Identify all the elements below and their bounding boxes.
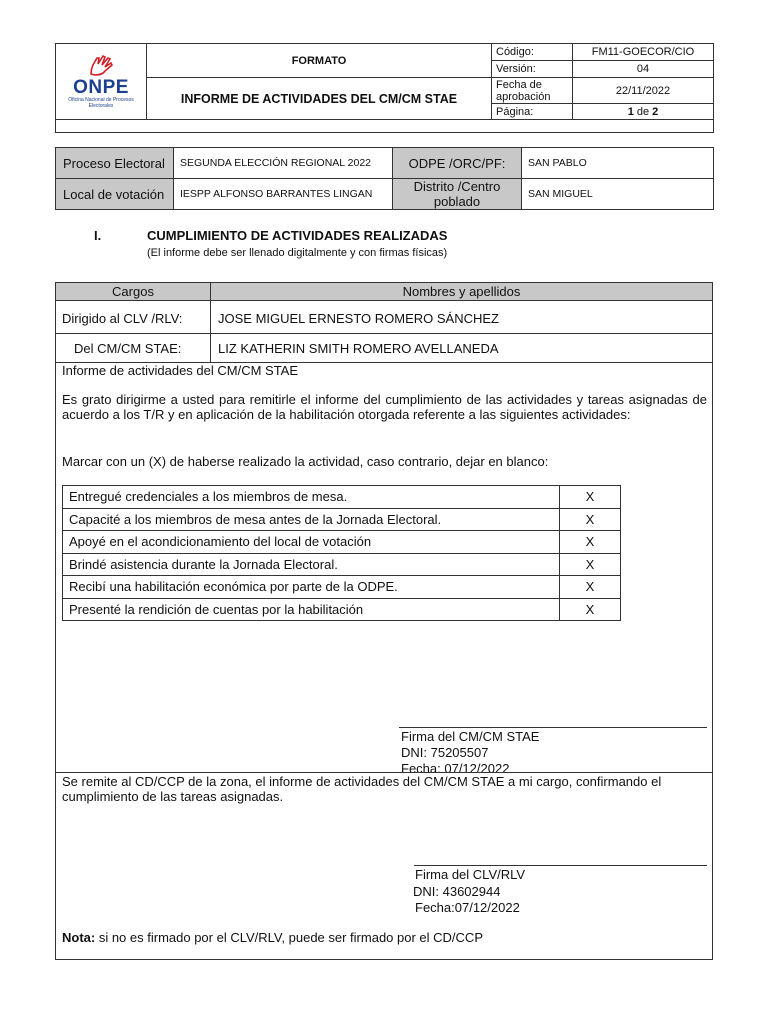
- format-label: FORMATO: [147, 44, 492, 78]
- version-label: Versión:: [492, 61, 573, 78]
- pagina-current: 1: [627, 105, 634, 118]
- process-info-table: [55, 147, 714, 210]
- document-header: [55, 43, 714, 133]
- signature-cm-label: Firma del CM/CM STAE: [401, 729, 540, 744]
- cargos-divider: [210, 283, 211, 362]
- row-divider: [56, 772, 712, 773]
- codigo-value: FM11-GOECOR/CIO: [573, 44, 714, 61]
- logo-cell: [56, 44, 147, 120]
- row-divider: [56, 300, 712, 301]
- activity-text: Recibí una habilitación económica por parte de la ODPE.: [63, 576, 560, 599]
- row-divider: [56, 333, 712, 334]
- fecha-label: Fecha de aprobación: [492, 78, 573, 104]
- activity-row: [63, 508, 621, 531]
- activity-row: [63, 486, 621, 509]
- fecha-value: 22/11/2022: [573, 78, 714, 104]
- activity-checkmark[interactable]: X: [560, 508, 621, 531]
- report-paragraph: Es grato dirigirme a usted para remitirle el informe del cumplimiento de las actividades y tareas asignadas de acuerdo a los T/R y en aplicación de la habilitación otorgada referente a las siguientes actividades:: [62, 392, 707, 422]
- note-label: Nota:: [62, 930, 96, 945]
- col-nombres-header: Nombres y apellidos: [402, 284, 521, 299]
- activity-text: Entregué credenciales a los miembros de mesa.: [63, 486, 560, 509]
- odpe-label: ODPE /ORC/PF:: [393, 148, 522, 179]
- activity-row: [63, 576, 621, 599]
- dirigido-label: Dirigido al CLV /RLV:: [62, 311, 183, 326]
- activities-table: [62, 485, 621, 621]
- proceso-value: SEGUNDA ELECCIÓN REGIONAL 2022: [174, 148, 393, 179]
- signature-cm-block: [401, 729, 539, 777]
- version-value: 04: [573, 61, 714, 78]
- activity-text: Presenté la rendición de cuentas por la habilitación: [63, 598, 560, 621]
- signature-cm-dni: DNI: 75205507: [401, 745, 489, 760]
- activity-checkmark[interactable]: X: [560, 598, 621, 621]
- signature-line-cm: [399, 727, 707, 728]
- signature-line-clv: [414, 865, 707, 866]
- pagina-total: 2: [652, 105, 659, 118]
- document-title: INFORME DE ACTIVIDADES DEL CM/CM STAE: [147, 78, 492, 120]
- activity-text: Brindé asistencia durante la Jornada Electoral.: [63, 553, 560, 576]
- onpe-logo: [56, 54, 146, 109]
- section-number: I.: [94, 228, 102, 243]
- del-name: LIZ KATHERIN SMITH ROMERO AVELLANEDA: [218, 341, 499, 356]
- logo-subtitle: Oficina Nacional de Procesos Electorales: [68, 97, 134, 109]
- odpe-value: SAN PABLO: [522, 148, 714, 179]
- signature-clv-dni: DNI: 43602944: [413, 883, 501, 899]
- logo-wordmark: ONPE: [73, 77, 129, 98]
- activity-checkmark[interactable]: X: [560, 553, 621, 576]
- activity-text: Capacité a los miembros de mesa antes de la Jornada Electoral.: [63, 508, 560, 531]
- activity-row: [63, 598, 621, 621]
- report-subject: Informe de actividades del CM/CM STAE: [62, 363, 299, 378]
- signature-clv-label: Firma del CLV/RLV: [415, 867, 526, 882]
- activity-checkmark[interactable]: X: [560, 531, 621, 554]
- local-value: IESPP ALFONSO BARRANTES LINGAN: [174, 179, 393, 210]
- distrito-label: Distrito /Centro poblado: [393, 179, 522, 210]
- report-box: [55, 282, 713, 960]
- ballot-hand-icon: [81, 54, 121, 76]
- signature-clv-block: [413, 867, 525, 917]
- signature-cm-date: Fecha: 07/12/2022: [401, 761, 510, 776]
- activity-row: [63, 531, 621, 554]
- section-title: CUMPLIMIENTO DE ACTIVIDADES REALIZADAS: [147, 228, 448, 243]
- pagina-value: [573, 104, 714, 120]
- dirigido-name: JOSE MIGUEL ERNESTO ROMERO SÁNCHEZ: [218, 311, 499, 326]
- header-spacer-row: [56, 120, 714, 133]
- del-label: Del CM/CM STAE:: [74, 341, 182, 356]
- col-cargos-header: Cargos: [112, 284, 154, 299]
- proceso-label: Proceso Electoral: [56, 148, 174, 179]
- note-line: [62, 930, 483, 945]
- pagina-sep: de: [633, 105, 653, 118]
- activity-text: Apoyé en el acondicionamiento del local de votación: [63, 531, 560, 554]
- pagina-label: Página:: [492, 104, 573, 120]
- local-label: Local de votación: [56, 179, 174, 210]
- section-note: (El informe debe ser llenado digitalmente y con firmas físicas): [147, 247, 448, 259]
- note-text: si no es firmado por el CLV/RLV, puede ser firmado por el CD/CCP: [95, 930, 483, 945]
- report-instruction: Marcar con un (X) de haberse realizado la actividad, caso contrario, dejar en blanco:: [62, 454, 549, 469]
- codigo-label: Código:: [492, 44, 573, 61]
- remit-text: Se remite al CD/CCP de la zona, el informe de actividades del CM/CM STAE a mi cargo, confirmando el cumplimiento de las tareas asignadas.: [62, 774, 662, 804]
- activity-checkmark[interactable]: X: [560, 486, 621, 509]
- signature-clv-date: Fecha:07/12/2022: [415, 900, 520, 915]
- activity-row: [63, 553, 621, 576]
- distrito-value: SAN MIGUEL: [522, 179, 714, 210]
- activity-checkmark[interactable]: X: [560, 576, 621, 599]
